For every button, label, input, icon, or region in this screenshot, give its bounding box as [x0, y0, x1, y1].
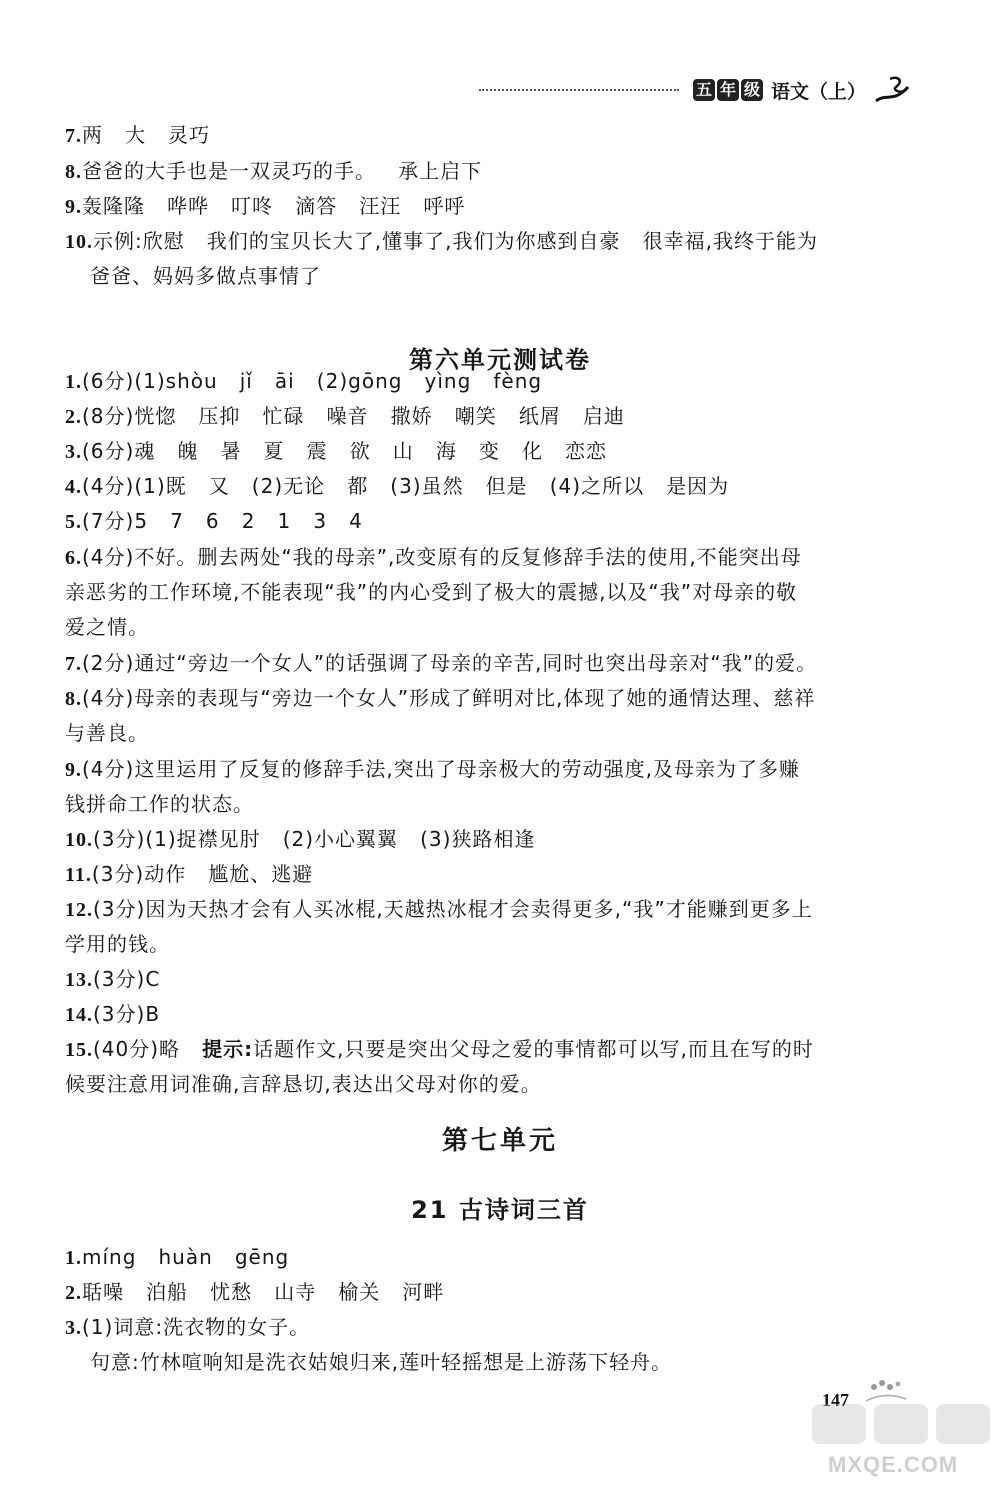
lesson-title: 21 古诗词三首: [411, 1196, 589, 1224]
answer-line: 候要注意用词准确,言辞恳切,表达出父母对你的爱。: [65, 1072, 542, 1096]
grade-char: 年: [717, 79, 739, 101]
answer-line: 4.(4分)(1)既 又 (2)无论 都 (3)虽然 但是 (4)之所以 是因为: [65, 474, 730, 498]
answer-line: 句意:竹林喧响知是洗衣姑娘归来,莲叶轻摇想是上游荡下轻舟。: [90, 1350, 673, 1374]
answer-line: 学用的钱。: [65, 932, 170, 956]
header-subject: 语文（上）: [770, 80, 866, 103]
hint-label: 提示:: [202, 1037, 254, 1061]
header-grade-badge: [693, 79, 765, 101]
answer-line: 2.聒噪 泊船 忧愁 山寺 榆关 河畔: [65, 1280, 445, 1304]
page-header: [479, 70, 912, 110]
answer-line: 亲恶劣的工作环境,不能表现“我”的内心受到了极大的震撼,以及“我”对母亲的敬: [65, 580, 798, 604]
answer-line: 5.(7分)5 7 6 2 1 3 4: [65, 509, 363, 533]
answer-line: 7.两 大 灵巧: [65, 123, 211, 147]
answer-line: 6.(4分)不好。删去两处“我的母亲”,改变原有的反复修辞手法的使用,不能突出母: [65, 545, 802, 569]
answer-line: 10.示例:欣慰 我们的宝贝长大了,懂事了,我们为你感到自豪 很幸福,我终于能为: [65, 229, 818, 253]
answer-line: 3.(6分)魂 魄 暑 夏 震 欲 山 海 变 化 恋恋: [65, 439, 608, 463]
answer-line: 9.(4分)这里运用了反复的修辞手法,突出了母亲极大的劳动强度,及母亲为了多赚: [65, 757, 801, 781]
answer-line: 钱拼命工作的状态。: [65, 792, 254, 816]
section-title: 第六单元测试卷: [409, 346, 591, 374]
answer-line: 9.轰隆隆 哗哗 叮咚 滴答 汪汪 呼呼: [65, 194, 466, 218]
header-flourish-icon: [872, 73, 912, 107]
answer-line: 15.(40分)略 提示:话题作文,只要是突出父母之爱的事情都可以写,而且在写的时: [65, 1037, 814, 1061]
header-dotted-rule: [479, 89, 679, 91]
answer-line: 1.(6分)(1)shòu jǐ āi (2)gōng yìng fèng: [65, 369, 543, 393]
answer-line: 10.(3分)(1)捉襟见肘 (2)小心翼翼 (3)狭路相逢: [65, 827, 536, 851]
grade-char: 五: [693, 79, 715, 101]
answer-line: 与善良。: [65, 721, 149, 745]
answer-line: 8.爸爸的大手也是一双灵巧的手。 承上启下: [65, 159, 483, 183]
answer-line: 14.(3分)B: [65, 1002, 161, 1026]
answer-line: 爱之情。: [65, 615, 149, 639]
answer-line: 2.(8分)恍惚 压抑 忙碌 噪音 撒娇 嘲笑 纸屑 启迪: [65, 404, 625, 428]
answer-line: 12.(3分)因为天热才会有人买冰棍,天越热冰棍才会卖得更多,“我”才能赚到更多上: [65, 897, 813, 921]
grade-char: 级: [741, 79, 763, 101]
unit-title: 第七单元: [441, 1126, 558, 1156]
answer-line: 3.(1)词意:洗衣物的女子。: [65, 1315, 311, 1339]
answer-line: 8.(4分)母亲的表现与“旁边一个女人”形成了鲜明对比,体现了她的通情达理、慈祥: [65, 686, 816, 710]
answer-line: 1.míng huàn gēng: [65, 1245, 290, 1269]
answer-line: 爸爸、妈妈多做点事情了: [90, 264, 321, 288]
answer-line: 11.(3分)动作 尴尬、逃避: [65, 862, 314, 886]
page-number: 147: [822, 1390, 849, 1410]
watermark-url: MXQE.COM: [828, 1452, 959, 1477]
answer-line: 7.(2分)通过“旁边一个女人”的话强调了母亲的辛苦,同时也突出母亲对“我”的爱。: [65, 651, 818, 675]
answer-line: 13.(3分)C: [65, 967, 161, 991]
